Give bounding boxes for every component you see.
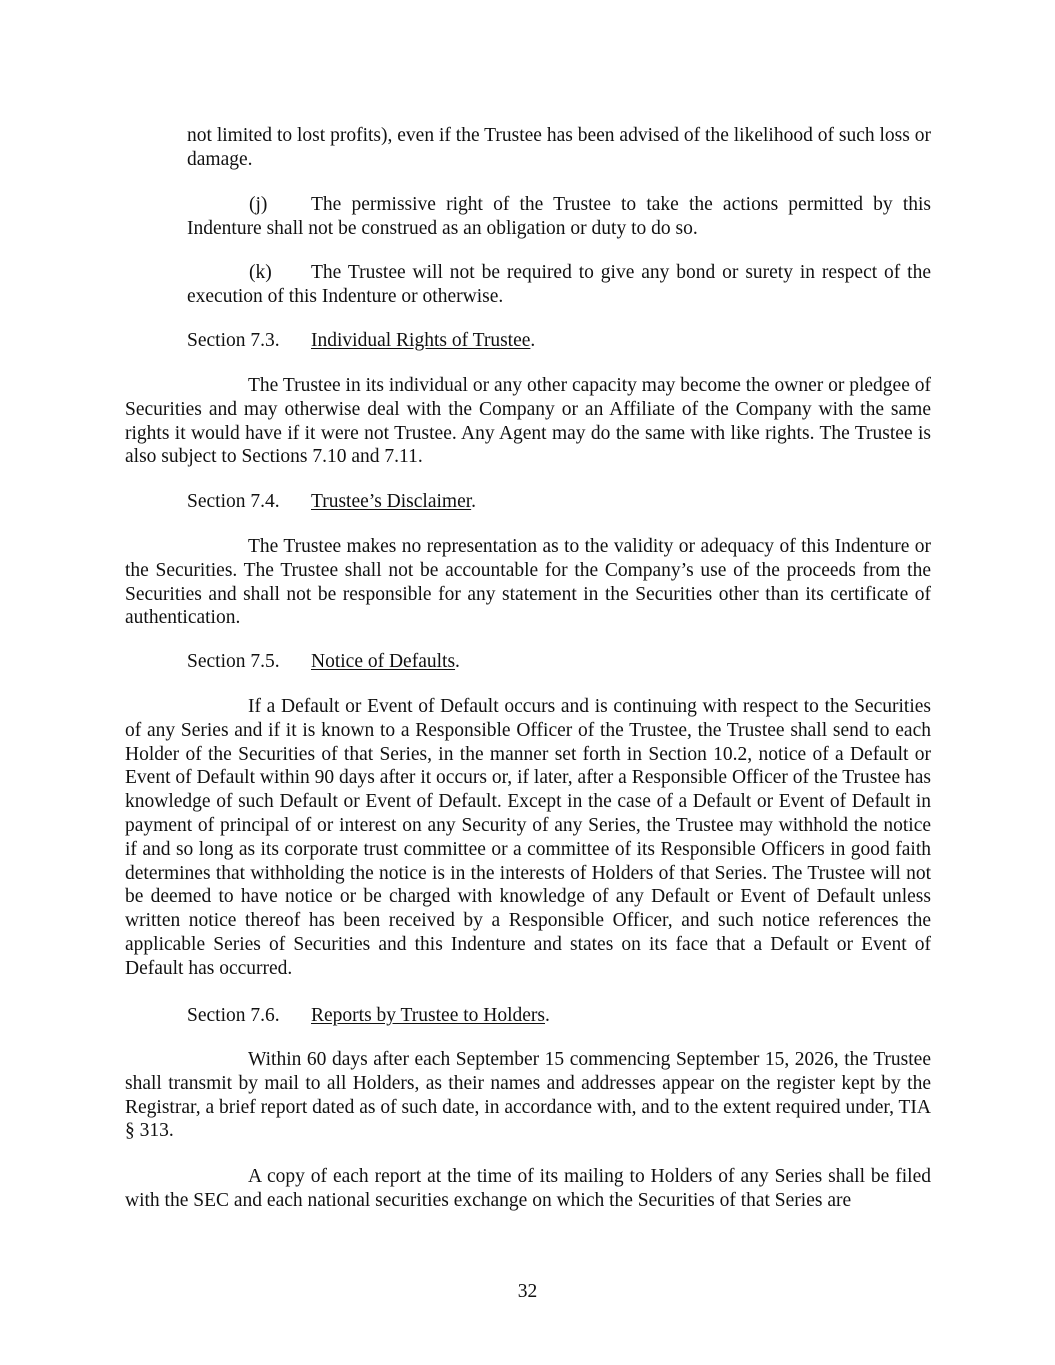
section-7-6-body: Within 60 days after each September 15 commencing September 15, 2026, the Trustee shall transmit by mail to all Holders, as their names and addresses appear on the register kept by the Registrar, a brief report dated as of such date, in accordance with, and to the extent required under, TIA § 313. — [125, 1049, 931, 1142]
section-7-3-period: . — [530, 330, 536, 351]
section-7-5-title: Notice of Defaults — [311, 651, 456, 672]
section-7-6-number: Section 7.6. — [187, 1005, 280, 1026]
section-7-6-body-2: A copy of each report at the time of its mailing to Holders of any Series shall be filed with the SEC and each national securities exchange on which the Securities of that Series are — [125, 1166, 931, 1211]
section-7-6-period: . — [545, 1005, 550, 1026]
section-7-4-heading — [187, 490, 476, 514]
section-7-3-heading — [187, 329, 535, 353]
section-7-6-title: Reports by Trustee to Holders — [311, 1005, 545, 1026]
item-j-label: (j) — [249, 194, 268, 215]
section-7-5-heading — [187, 650, 460, 674]
page-number: 32 — [517, 1281, 538, 1302]
item-k-label: (k) — [249, 262, 272, 283]
item-k-text: The Trustee will not be required to give any bond or surety in respect of the execution of this Indenture or otherwise. — [187, 262, 931, 307]
item-k-paragraph — [187, 261, 931, 309]
carryover-paragraph: not limited to lost profits), even if the Trustee has been advised of the likelihood of such loss or damage. — [187, 125, 931, 170]
item-j-text: The permissive right of the Trustee to take the actions permitted by this Indenture shall not be construed as an obligation or duty to do so. — [187, 194, 931, 239]
section-7-3-title: Individual Rights of Trustee — [311, 330, 531, 351]
section-7-3-body: The Trustee in its individual or any other capacity may become the owner or pledgee of Securities and may otherwise deal with the Company or an Affiliate of the Company with the same rights it would have if it were not Trustee. Any Agent may do the same with like rights. The Trustee is also subject to Sections 7.10 and 7.11. — [125, 375, 931, 468]
section-7-4-period: . — [471, 491, 477, 512]
section-7-5-number: Section 7.5. — [187, 651, 280, 672]
section-7-4-number: Section 7.4. — [187, 491, 280, 512]
section-7-3-number: Section 7.3. — [187, 330, 280, 351]
section-7-6-heading — [187, 1004, 550, 1028]
section-7-4-title: Trustee’s Disclaimer — [311, 491, 472, 512]
section-7-4-body: The Trustee makes no representation as to the validity or adequacy of this Indenture or the Securities. The Trustee shall not be accountable for the Company’s use of the proceeds from the Securities and shall not be responsible for any statement in the Securities other than its certificate of authentication. — [125, 536, 931, 629]
section-7-5-body: If a Default or Event of Default occurs and is continuing with respect to the Securities of any Series and if it is known to a Responsible Officer of the Trustee, the Trustee shall send to each Holder of the Securities of that Series, in the manner set forth in Section 10.2, notice of a Default or Event of Default within 90 days after it occurs or, if later, after a Responsible Officer of the Trustee has knowledge of such Default or Event of Default. Except in the case of a Default or Event of Default in payment of principal of or interest on any Security of any Series, the Trustee may withhold the notice if and so long as its corporate trust committee or a committee of its Responsible Officers in good faith determines that withholding the notice is in the interests of Holders of that Series. The Trustee will not be deemed to have notice or be charged with knowledge of any Default or Event of Default unless written notice thereof has been received by a Responsible Officer, and such notice references the applicable Series of Securities and this Indenture and states on its face that a Default or Event of Default has occurred. — [125, 696, 931, 979]
section-7-5-period: . — [455, 651, 460, 672]
item-j-paragraph — [187, 193, 931, 241]
